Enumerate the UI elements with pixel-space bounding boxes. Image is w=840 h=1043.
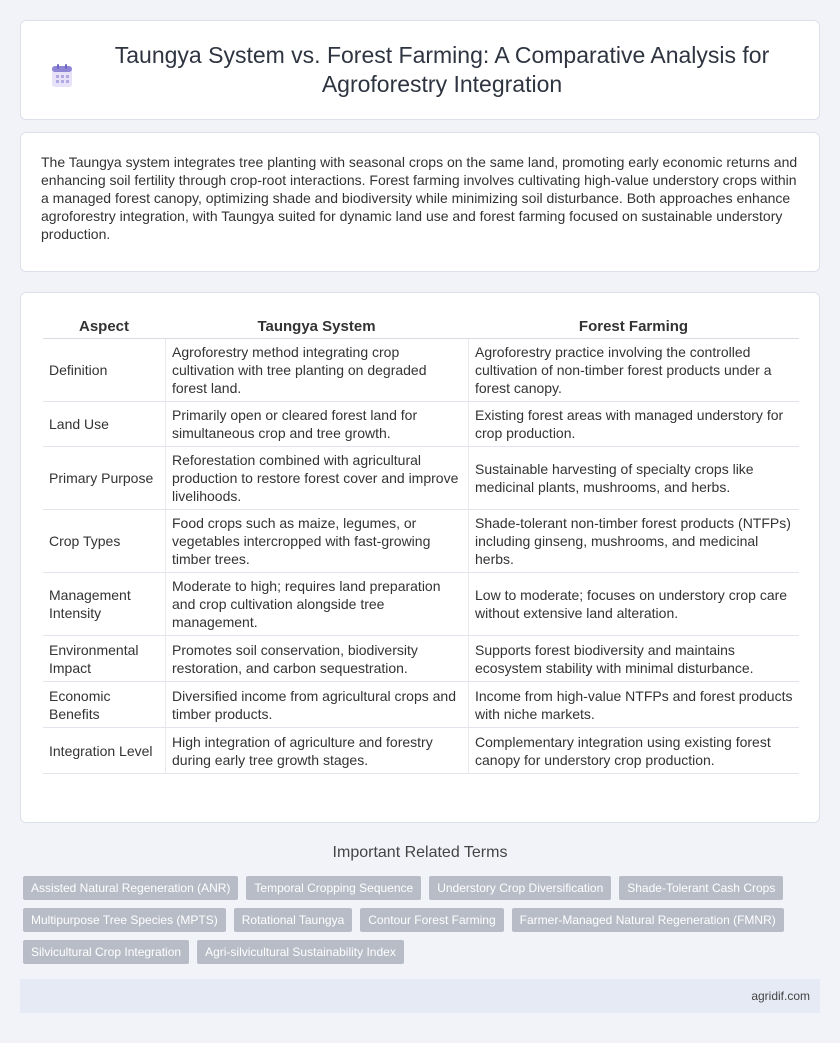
row-taungya-value: Reforestation combined with agricultural production to restore forest cover and improve livelihoods. xyxy=(165,447,468,510)
row-aspect: Primary Purpose xyxy=(43,447,165,510)
related-term-tag[interactable]: Farmer-Managed Natural Regeneration (FMNR) xyxy=(512,908,784,932)
related-terms-title: Important Related Terms xyxy=(332,844,508,861)
row-aspect: Economic Benefits xyxy=(43,682,165,728)
related-term-tag[interactable]: Rotational Taungya xyxy=(234,908,353,932)
row-taungya-value: Agroforestry method integrating crop cultivation with tree planting on degraded forest land. xyxy=(165,339,468,402)
row-aspect: Definition xyxy=(43,339,165,402)
related-term-tag[interactable]: Multipurpose Tree Species (MPTS) xyxy=(23,908,226,932)
title-card xyxy=(20,20,820,120)
related-term-tag[interactable]: Temporal Cropping Sequence xyxy=(246,876,421,900)
related-term-tag[interactable]: Agri-silvicultural Sustainability Index xyxy=(197,940,404,964)
table-header-row xyxy=(43,315,799,339)
table-row xyxy=(43,510,799,573)
column-header-forest-farming: Forest Farming xyxy=(468,315,799,339)
footer xyxy=(20,979,820,1013)
row-forest-farming-value: Low to moderate; focuses on understory crop care without extensive land alteration. xyxy=(468,573,799,636)
table-row xyxy=(43,682,799,728)
row-taungya-value: Food crops such as maize, legumes, or vegetables intercropped with fast-growing timber trees. xyxy=(165,510,468,573)
row-aspect: Crop Types xyxy=(43,510,165,573)
row-aspect: Environmental Impact xyxy=(43,636,165,682)
intro-paragraph: The Taungya system integrates tree planting with seasonal crops on the same land, promoting early economic returns and enhancing soil fertility through crop-root interactions. Forest farming involves cultivating high-value understory crops within a managed forest canopy, optimizing shade and biodiversity while minimizing soil disturbance. Both approaches enhance agroforestry integration, with Taungya suited for dynamic land use and forest farming focused on sustainable understory production. xyxy=(41,154,798,242)
related-terms-list xyxy=(23,876,813,964)
row-forest-farming-value: Sustainable harvesting of specialty crops like medicinal plants, mushrooms, and herbs. xyxy=(468,447,799,510)
related-term-tag[interactable]: Assisted Natural Regeneration (ANR) xyxy=(23,876,238,900)
page-title: Taungya System vs. Forest Farming: A Comparative Analysis for Agroforestry Integration xyxy=(114,42,770,97)
row-taungya-value: Primarily open or cleared forest land for simultaneous crop and tree growth. xyxy=(165,402,468,447)
row-aspect: Integration Level xyxy=(43,728,165,774)
comparison-table xyxy=(43,315,799,774)
row-forest-farming-value: Shade-tolerant non-timber forest products (NTFPs) including ginseng, mushrooms, and medicinal herbs. xyxy=(468,510,799,573)
footer-site[interactable]: agridif.com xyxy=(751,989,810,1003)
related-term-tag[interactable]: Shade-Tolerant Cash Crops xyxy=(619,876,783,900)
row-aspect: Management Intensity xyxy=(43,573,165,636)
row-taungya-value: Moderate to high; requires land preparation and crop cultivation alongside tree management. xyxy=(165,573,468,636)
table-row xyxy=(43,728,799,774)
related-term-tag[interactable]: Silvicultural Crop Integration xyxy=(23,940,189,964)
table-row xyxy=(43,636,799,682)
row-aspect: Land Use xyxy=(43,402,165,447)
row-forest-farming-value: Supports forest biodiversity and maintains ecosystem stability with minimal disturbance. xyxy=(468,636,799,682)
row-taungya-value: High integration of agriculture and forestry during early tree growth stages. xyxy=(165,728,468,774)
comparison-table-card xyxy=(20,292,820,823)
table-row xyxy=(43,339,799,402)
related-term-tag[interactable]: Contour Forest Farming xyxy=(360,908,503,932)
row-taungya-value: Diversified income from agricultural crops and timber products. xyxy=(165,682,468,728)
table-row xyxy=(43,573,799,636)
related-term-tag[interactable]: Understory Crop Diversification xyxy=(429,876,611,900)
table-row xyxy=(43,447,799,510)
table-row xyxy=(43,402,799,447)
row-forest-farming-value: Agroforestry practice involving the controlled cultivation of non-timber forest products under a forest canopy. xyxy=(468,339,799,402)
row-forest-farming-value: Existing forest areas with managed understory for crop production. xyxy=(468,402,799,447)
row-forest-farming-value: Income from high-value NTFPs and forest products with niche markets. xyxy=(468,682,799,728)
row-taungya-value: Promotes soil conservation, biodiversity restoration, and carbon sequestration. xyxy=(165,636,468,682)
intro-card xyxy=(20,132,820,272)
column-header-taungya: Taungya System xyxy=(165,315,468,339)
row-forest-farming-value: Complementary integration using existing forest canopy for understory crop production. xyxy=(468,728,799,774)
column-header-aspect: Aspect xyxy=(43,315,165,339)
document-icon xyxy=(50,63,74,89)
